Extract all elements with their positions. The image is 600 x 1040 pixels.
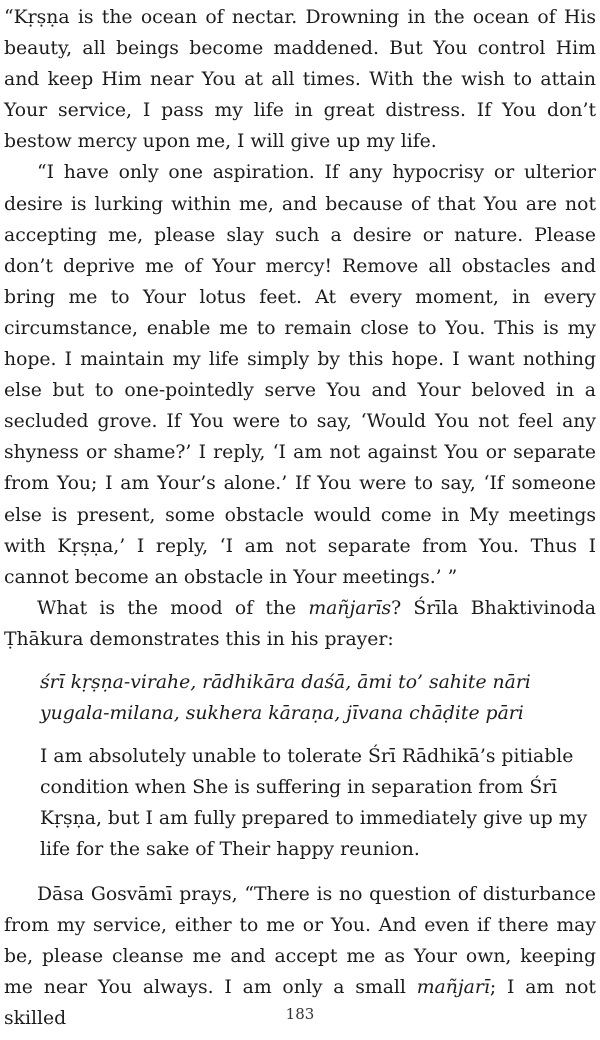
paragraph-3-end: ? Śrīla Bhaktivinoda Ṭhākura demonstrates this in his prayer: <box>4 597 596 650</box>
paragraph-manjari-mood <box>4 593 596 655</box>
paragraph-3-emphasis: mañjarīs <box>308 597 392 619</box>
page-number: 183 <box>285 1005 315 1023</box>
translation-text: I am absolutely unable to tolerate Śrī Rādhikā’s pitiable condition when She is suffering in separation from Śrī Kṛṣṇa, but I am fully prepared to immediately give up my life for the sake of Their happy reunion. <box>40 745 588 860</box>
body-text <box>4 2 596 655</box>
verse-translation <box>40 741 596 865</box>
verse-block <box>40 667 596 729</box>
paragraph-4-emphasis: mañjarī <box>416 977 490 999</box>
paragraph-4-start: Dāsa Gosvāmī prays, “There is no question of disturbance from my service, either to me or You. And even if there may be, please cleanse me and accept me as Your own, keeping me near You always. I am only a small <box>4 883 596 999</box>
book-page <box>4 2 596 1038</box>
paragraph-4-end: ; I am not skilled <box>4 977 596 1030</box>
paragraph-one-aspiration: “I have only one aspiration. If any hypocrisy or ulterior desire is lurking within me, and because of that You are not accepting me, please slay such a desire or nature. Please don’t deprive me of Your mercy! Remove all obstacles and bring me to Your lotus feet. At every moment, in every circumstance, enable me to remain close to You. This is my hope. I maintain my life simply by this hope. I want nothing else but to one-pointedly serve You and Your beloved in a secluded grove. If You were to say, ‘Would You not feel any shyness or shame?’ I reply, ‘I am not against You or separate from You; I am Your’s alone.’ If You were to say, ‘If someone else is present, some obstacle would come in My meetings with Kṛṣṇa,’ I reply, ‘I am not separate from You. Thus I cannot become an obstacle in Your meetings.’ ” <box>4 162 596 588</box>
verse-line-1: śrī kṛṣṇa-virahe, rādhikāra daśā, āmi to’ sahite nāri <box>40 671 531 693</box>
paragraph-3-start: What is the mood of the <box>37 597 297 619</box>
paragraph-quote-ocean-of-nectar: “Kṛṣṇa is the ocean of nectar. Drowning in the ocean of His beauty, all beings become maddened. But You control Him and keep Him near You at all times. With the wish to attain Your service, I pass my life in great distress. If You don’t bestow mercy upon me, I will give up my life. <box>4 7 596 153</box>
verse-line-2: yugala-milana, sukhera kāraṇa, jīvana chāḍite pāri <box>40 702 524 724</box>
